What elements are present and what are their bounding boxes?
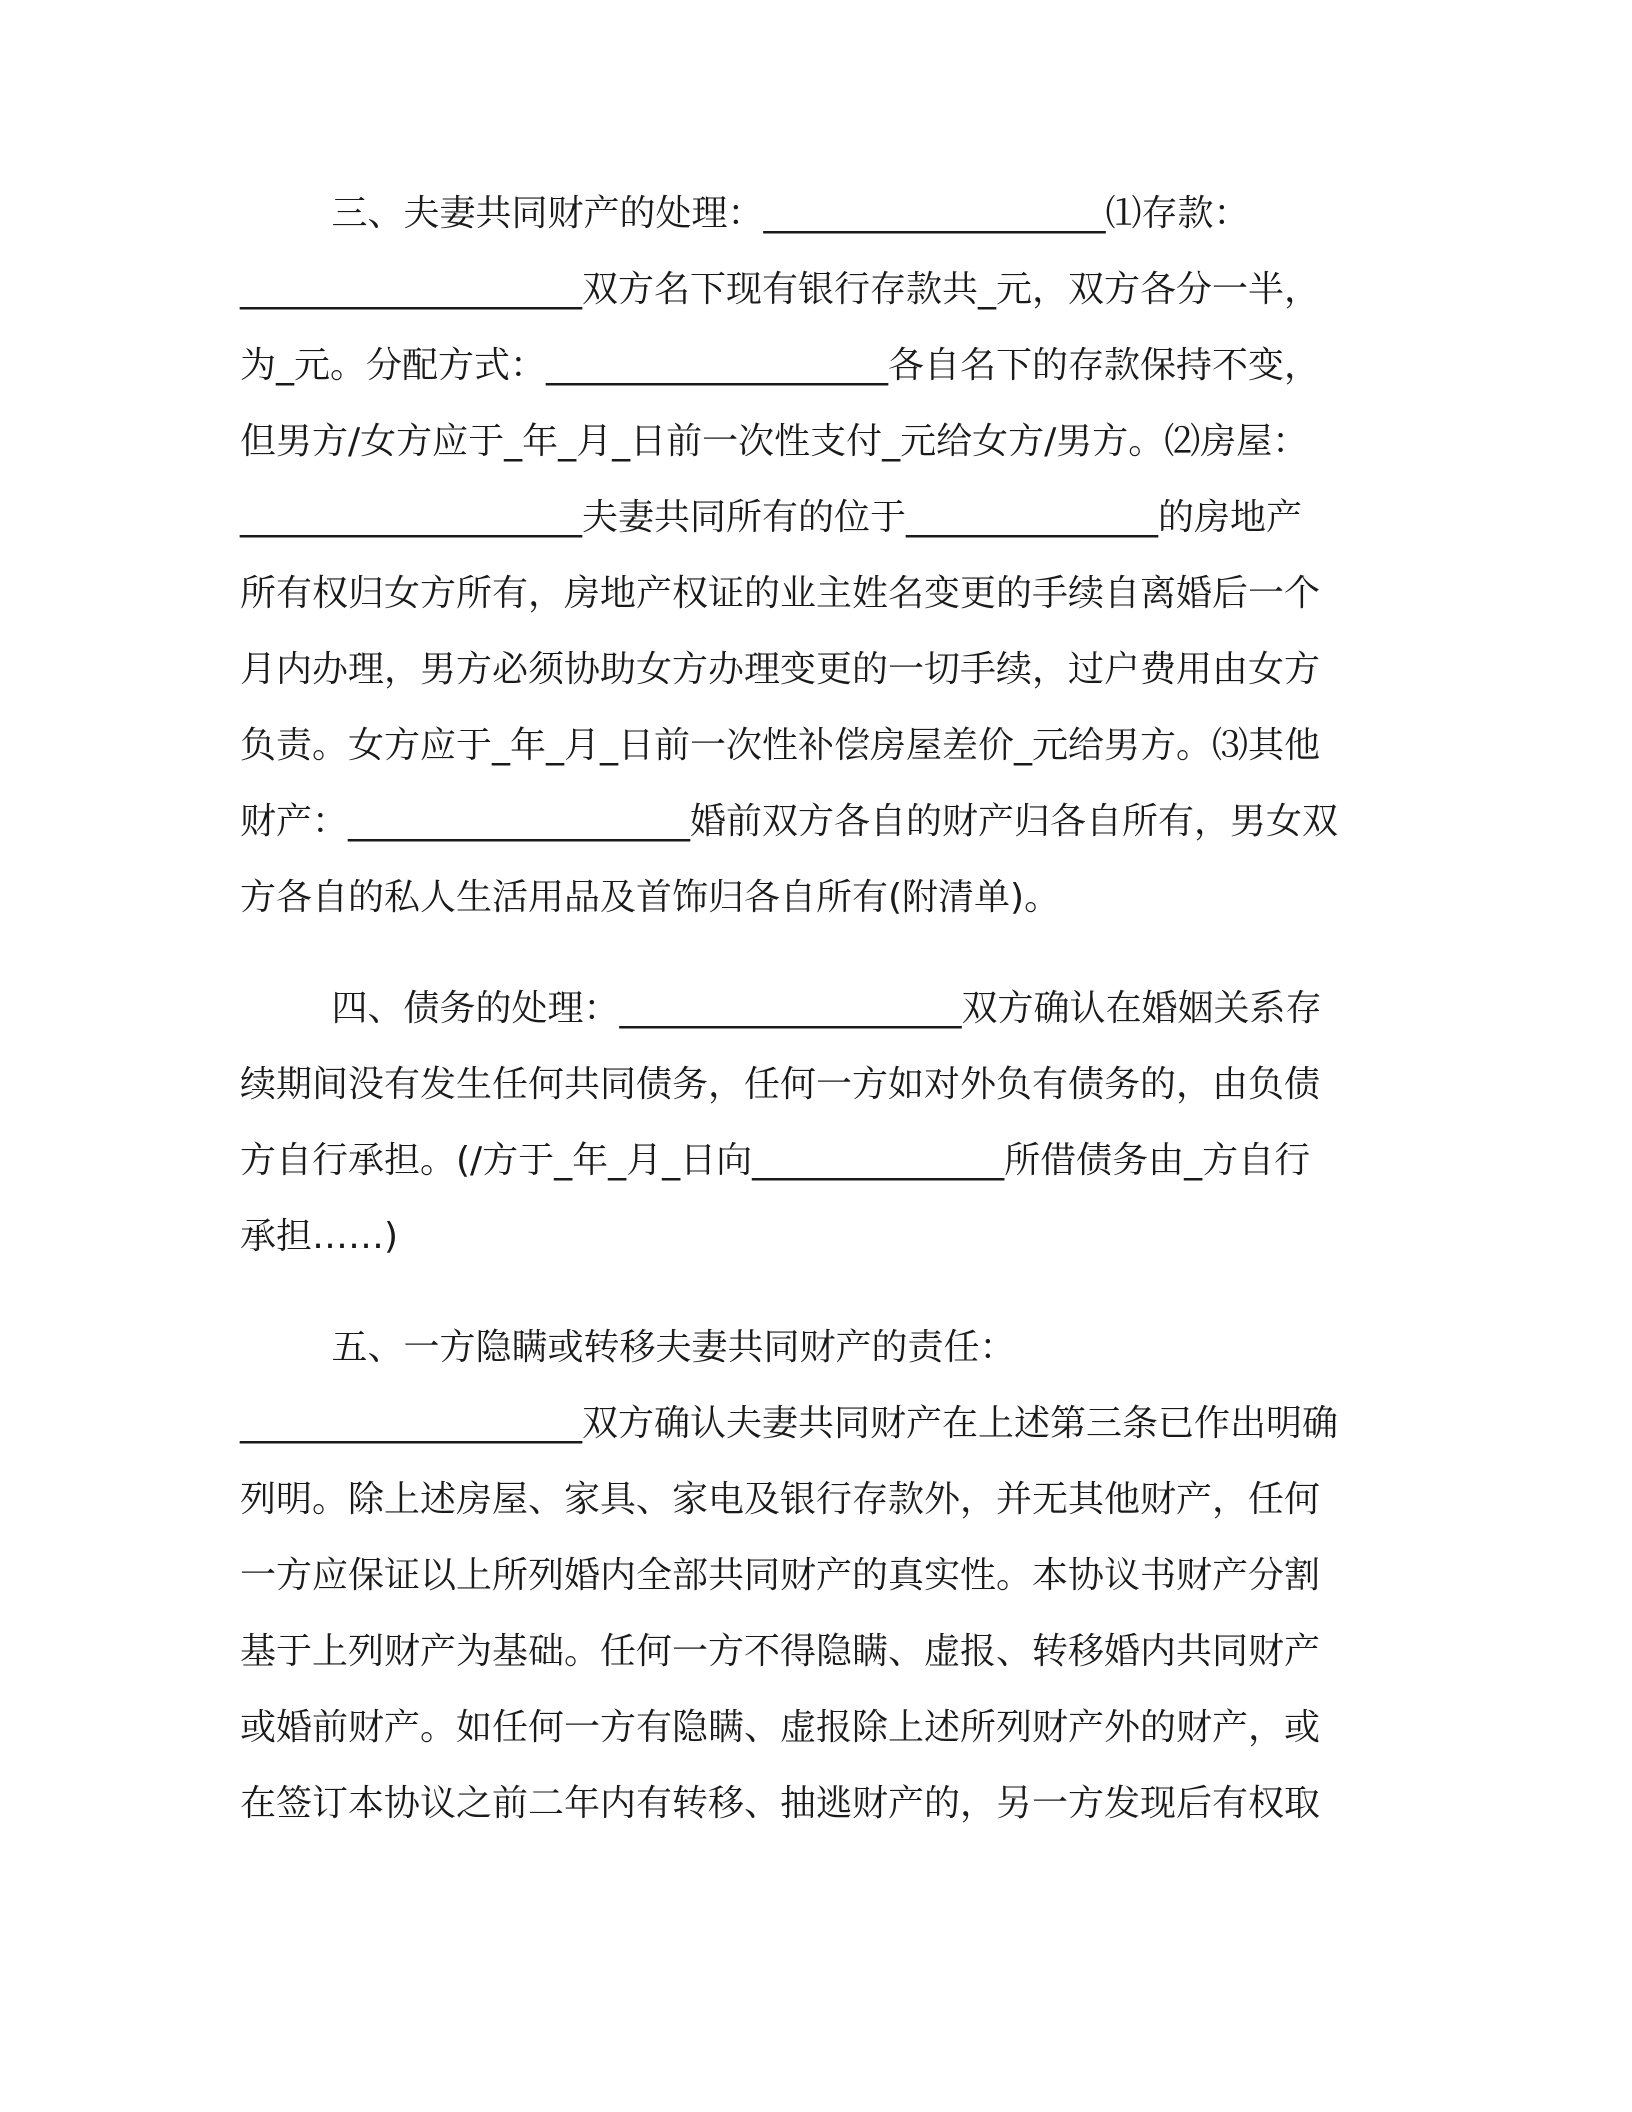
- section-5-line-5: 基于上列财产为基础。任何一方不得隐瞒、虚报、转移婚内共同财产: [240, 1631, 1321, 1672]
- section-3-line-8: 负责。女方应于_年_月_日前一次性补偿房屋差价_元给男方。⑶其他: [240, 725, 1321, 766]
- section-4-line-2: 续期间没有发生任何共同债务，任何一方如对外负有债务的，由负债: [240, 1064, 1321, 1105]
- section-3-line-2: ___________________双方名下现有银行存款共_元，双方各分一半，: [240, 269, 1321, 310]
- section-3-line-1: 三、夫妻共同财产的处理：___________________⑴存款：: [240, 193, 1250, 234]
- section-4-line-3: 方自行承担。(/方于_年_月_日向______________所借债务由_方自行: [240, 1140, 1311, 1181]
- section-5-line-3: 列明。除上述房屋、家具、家电及银行存款外，并无其他财产，任何: [240, 1479, 1321, 1520]
- section-3-line-5: ___________________夫妻共同所有的位于______________的房地产: [240, 497, 1303, 538]
- section-5-line-2: ___________________双方确认夫妻共同财产在上述第三条已作出明确: [240, 1403, 1339, 1444]
- section-4-line-1: 四、债务的处理：___________________双方确认在婚姻关系存: [240, 988, 1322, 1029]
- section-5-line-7: 在签订本协议之前二年内有转移、抽逃财产的，另一方发现后有权取: [240, 1783, 1321, 1824]
- section-3-line-10: 方各自的私人生活用品及首饰归各自所有(附清单)。: [240, 877, 1061, 918]
- section-3-line-7: 月内办理，男方必须协助女方办理变更的一切手续，过户费用由女方: [240, 649, 1321, 690]
- section-4-line-4: 承担……): [240, 1216, 399, 1257]
- section-5-line-4: 一方应保证以上所列婚内全部共同财产的真实性。本协议书财产分割: [240, 1555, 1321, 1596]
- section-3-line-9: 财产：___________________婚前双方各自的财产归各自所有，男女双: [240, 801, 1339, 842]
- section-3-line-6: 所有权归女方所有，房地产权证的业主姓名变更的手续自离婚后一个: [240, 573, 1321, 614]
- section-5-line-6: 或婚前财产。如任何一方有隐瞒、虚报除上述所列财产外的财产，或: [240, 1707, 1321, 1748]
- section-3-line-3: 为_元。分配方式：___________________各自名下的存款保持不变，: [240, 345, 1321, 386]
- section-3-line-4: 但男方/女方应于_年_月_日前一次性支付_元给女方/男方。⑵房屋：: [240, 421, 1309, 462]
- section-5-line-1: 五、一方隐瞒或转移夫妻共同财产的责任：: [240, 1327, 1016, 1368]
